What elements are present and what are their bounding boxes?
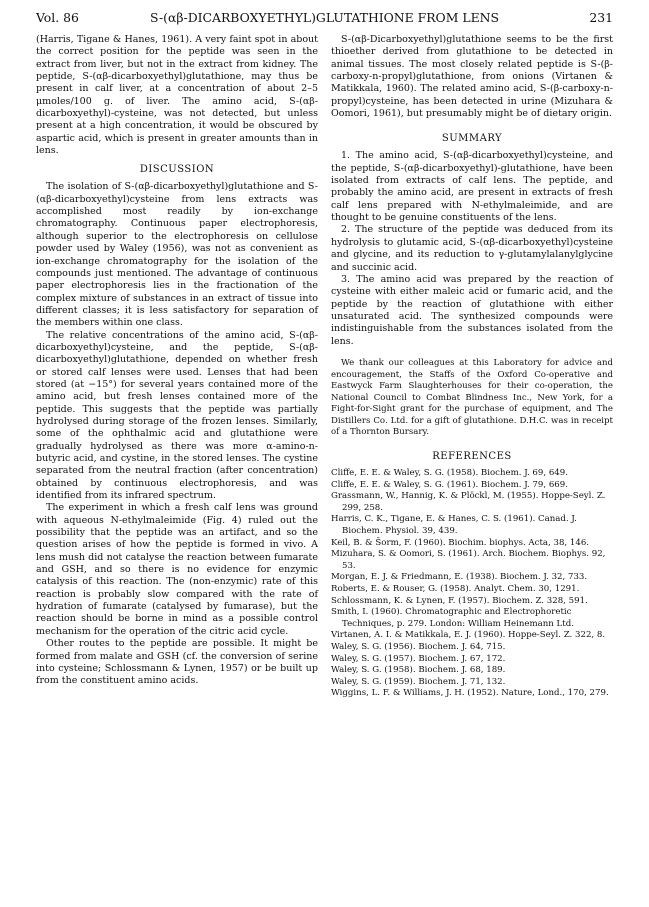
reference-entry: Cliffe, E. E. & Waley, S. G. (1961). Biochem. J. 79, 669. [331,479,568,490]
reference-entry: Wiggins, L. F. & Williams, J. H. (1952). Nature, Lond., 170, 279. [331,688,609,699]
discussion-paragraph: The experiment in which a fresh calf lens was ground with aqueous N-ethylmaleimide (Fig. 4) ruled out the possibility that the peptide was an artifact, and so the question arises of how the peptide is formed in vivo. A lens mush did not catalyse the reaction between fumarate and GSH, and so there is no evidence for enzymic catalysis of this reaction. The (non-enzymic) rate of this reaction is probably slow compared with the rate of hydration of fumarate (catalysed by fumarase), but the reaction should be borne in mind as a possible control mechanism for the operation of the citric acid cycle. [36,502,318,637]
reference-entry: Harris, C. K., Tigane, E. & Hanes, C. S. (1961). Canad. J. Biochem. Physiol. 39, 439. [331,514,577,537]
reference-entry: Waley, S. G. (1958). Biochem. J. 68, 189. [331,665,506,676]
reference-entry: Waley, S. G. (1957). Biochem. J. 67, 172. [331,653,506,664]
left-column [36,34,318,688]
discussion-paragraph: The relative concentrations of the amino acid, S-(αβ-dicarboxyethyl)cysteine, and the peptide, S-(αβ-dicarboxyethyl)glutathione, depended on whether fresh or stored calf lenses were used. Lenses that had been stored (at −15°) for several years contained more of the amino acid, but fresh lenses contained more of the peptide. This suggests that the peptide was partially hydrolysed during storage of the frozen lenses. Similarly, some of the ophthalmic acid and glutathione were gradually hydrolysed as there was more α-amino-n-butyric acid, and cystine, in the stored lenses. The cystine separated from the neutral fraction (after concentration) obtained by continuous electrophoresis, and was identified from its infrared spectrum. [36,329,318,502]
right-column [331,34,613,700]
reference-list [331,468,613,700]
reference-entry: Roberts, E. & Rouser, G. (1958). Analyt. Chem. 30, 1291. [331,584,580,594]
results-continuation-paragraph: (Harris, Tigane & Hanes, 1961). A very faint spot in about the correct position for the peptide was seen in the extract from liver, but not in the extract from kidney. The peptide, S-(αβ-dicarboxyethyl)glutathione, may thus be present in calf liver, at a concentration of about 2–5 μmoles/100 g. of liver. The amino acid, S-(αβ-dicarboxyethyl)-cysteine, was not detected, but unless present at a high concentration, it would be obscured by aspartic acid, which is present in greater amounts than in lens. [36,34,318,157]
discussion-heading: DISCUSSION [139,164,215,176]
summary-item: 3. The amino acid was prepared by the reaction of cysteine with either maleic acid or fumaric acid, and the peptide by the reaction of glutathione with either unsaturated acid. The synthesized compounds were indistinguishable from the substances isolated from the lens. [331,273,613,347]
references-heading: REFERENCES [432,451,512,463]
discussion-paragraph: Other routes to the peptide are possible. It might be formed from malate and GSH (cf. the conversion of serine into cysteine; Schlossmann & Lynen, 1957) or be built up from the constituent amino acids. [36,638,318,687]
discussion-continuation-paragraph: S-(αβ-Dicarboxyethyl)glutathione seems to be the first thioether derived from glutathione to be detected in animal tissues. The most closely related peptide is S-(β-carboxy-n-propyl)glutathione, from onions (Virtanen & Matikkala, 1960). The related amino acid, S-(β-carboxy-n-propyl)cysteine, has been detected in urine (Mizuhara & Oomori, 1961), but presumably might be of dietary origin. [331,34,613,120]
summary-item: 1. The amino acid, S-(αβ-dicarboxyethyl)cysteine, and the peptide, S-(αβ-dicarboxyethyl)-glutathione, have been isolated from extracts of calf lens. The peptide, and probably the amino acid, are present in extracts of fresh calf lens prepared with N-ethylmaleimide, and are thought to be genuine constituents of the lens. [331,150,613,224]
reference-entry: Mizuhara, S. & Oomori, S. (1961). Arch. Biochem. Biophys. 92, 53. [331,549,606,571]
reference-entry: Schlossmann, K. & Lynen, F. (1957). Biochem. Z. 328, 591. [331,595,588,606]
reference-entry: Grassmann, W., Hannig, K. & Plöckl, M. (1955). Hoppe-Seyl. Z. 299, 258. [331,491,606,513]
reference-entry: Morgan, E. J. & Friedmann, E. (1938). Biochem. J. 32, 733. [331,572,588,583]
discussion-paragraph: The isolation of S-(αβ-dicarboxyethyl)glutathione and S-(αβ-dicarboxyethyl)cysteine from lens extracts was accomplished most readily by ion-exchange chromatography. Continuous paper electrophoresis, although superior to the electrophoresis on cellulose powder used by Waley (1956), was not as convenient as ion-exchange chromatography for the isolation of the compounds just mentioned. The advantage of continuous paper electrophoresis lies in the fractionation of the complex mixture of substances in an extract of tissue into different classes; it is less satisfactory for separation of the members within one class. [36,181,318,329]
acknowledgement-paragraph: We thank our colleagues at this Laboratory for advice and encouragement, the Staffs of the Oxford Co-operative and Eastwyck Farm Slaughterhouses for their co-operation, the National Council to Combat Blindness Inc., New York, for a Fight-for-Sight grant for the purchase of equipment, and The Distillers Co. Ltd. for a gift of glutathione. D.H.C. was in receipt of a Thornton Bursary. [331,357,613,438]
summary-item: 2. The structure of the peptide was deduced from its hydrolysis to glutamic acid, S-(αβ-dicarboxyethyl)cysteine and glycine, and its reduction to γ-glutamylalanylglycine and succinic acid. [331,224,613,273]
reference-entry: Keil, B. & Šorm, F. (1960). Biochim. biophys. Acta, 38, 146. [331,537,590,548]
reference-entry: Cliffe, E. E. & Waley, S. G. (1958). Biochem. J. 69, 649. [331,468,568,479]
reference-entry: Waley, S. G. (1956). Biochem. J. 64, 715. [331,641,506,652]
summary-heading: SUMMARY [441,133,503,145]
reference-entry: Smith, I. (1960). Chromatographic and Electrophoretic Techniques, p. 279. London: William Heinemann Ltd. [331,607,574,629]
reference-entry: Waley, S. G. (1959). Biochem. J. 71, 132. [331,676,506,687]
reference-entry: Virtanen, A. I. & Matikkala, E. J. (1960). Hoppe-Seyl. Z. 322, 8. [331,630,606,641]
volume-label: Vol. 86 [36,10,79,25]
page-number: 231 [589,10,613,25]
page-header [36,10,613,30]
running-title: S-(αβ-DICARBOXYETHYL)GLUTATHIONE FROM LENS [150,10,499,25]
